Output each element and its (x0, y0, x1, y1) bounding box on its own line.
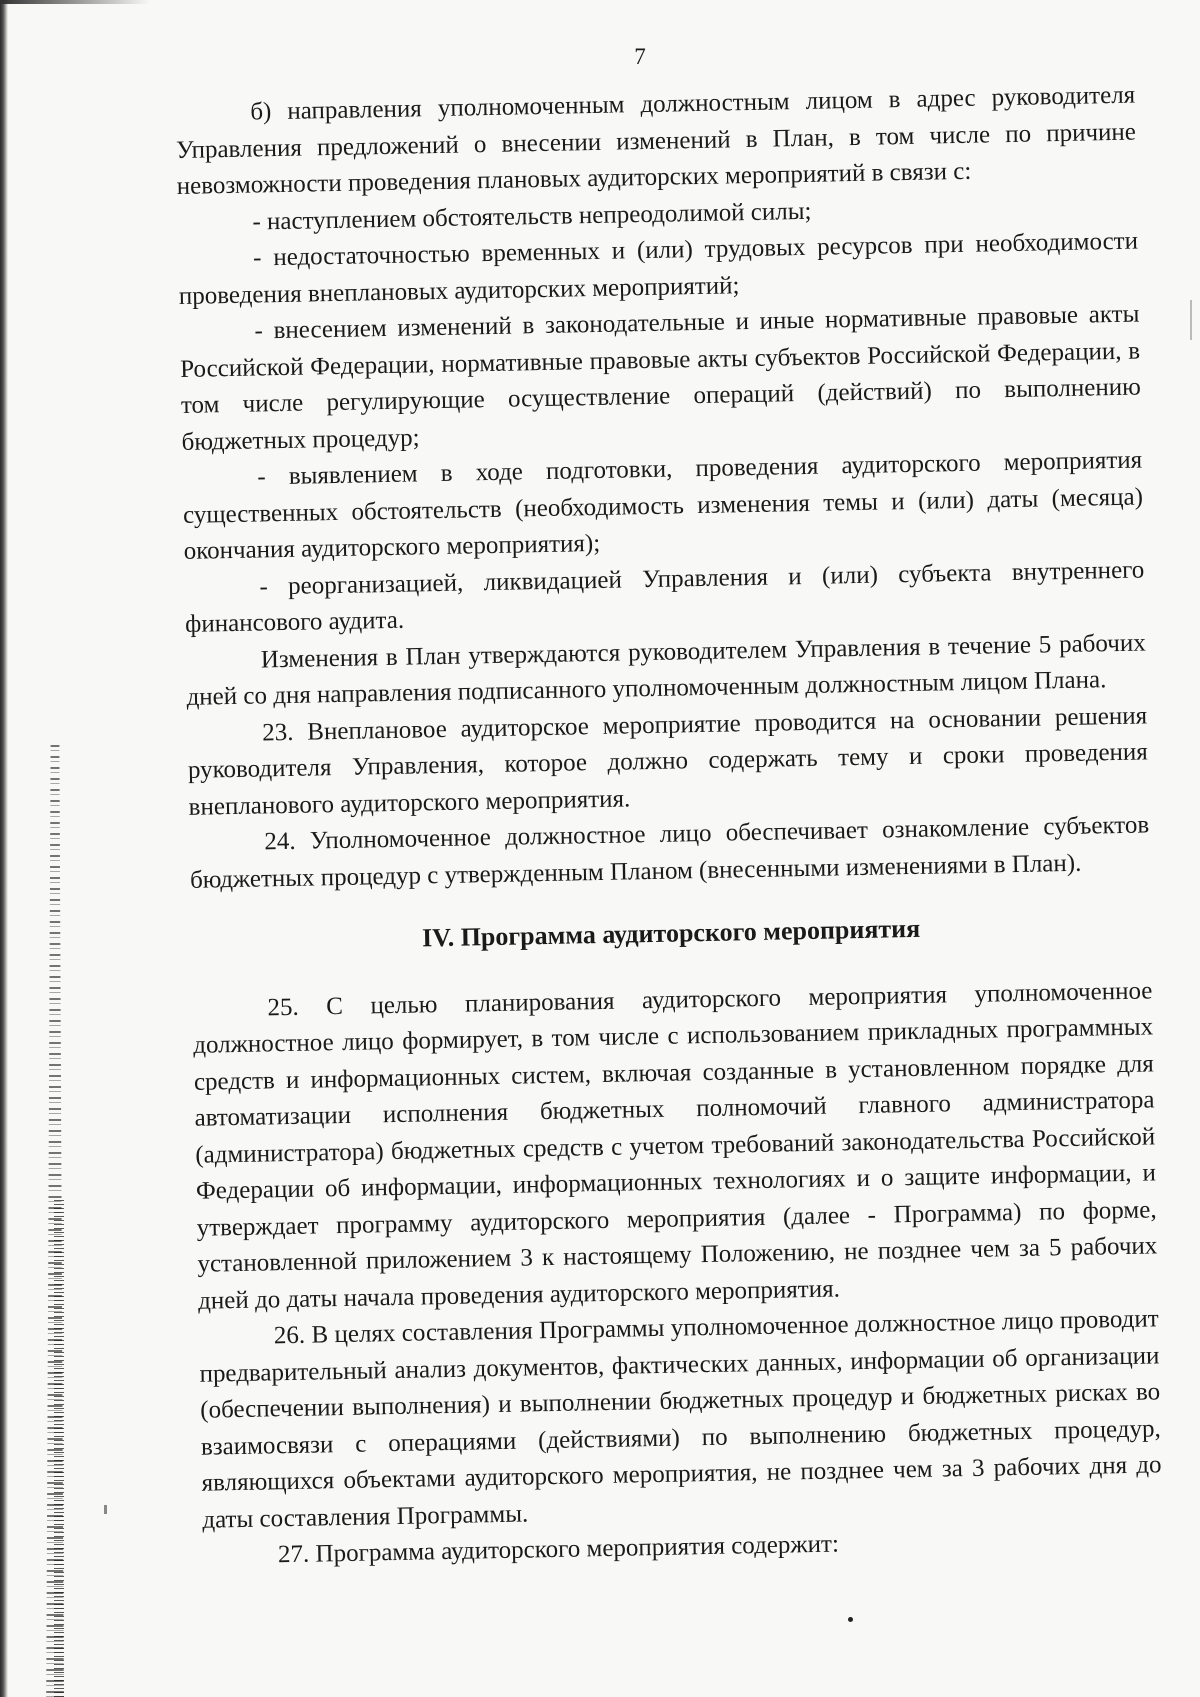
paragraph-b: б) направления уполномоченным должностным лицом в адрес руководителя Управления предложений о внесении изменений в План, в том числе по причине невозможности проведения плановых аудиторских мероприятий в связи с: (175, 81, 1137, 200)
list-item-force-majeure: - наступлением обстоятельств непреодолимой силы; (252, 197, 812, 236)
edge-mark (1190, 300, 1192, 340)
paragraph-plan-changes: Изменения в План утверждаются руководителем Управления в течение 5 рабочих дней со дня направления подписанного уполномоченным должностным лицом Плана. (186, 628, 1146, 711)
paragraph-23: 23. Внеплановое аудиторское мероприятие проводится на основании решения руководителя Управления, которое должно содержать тему и сроки проведения внепланового аудиторского мероприятия. (187, 701, 1149, 821)
list-item-legislation: - внесением изменений в законодательные и иные нормативные правовые акты Российской Федерации, нормативные правовые акты субъектов Российской Федерации, в том числе регулирующие осуществление операций (действий) по выполнению бюджетных процедур; (179, 300, 1142, 456)
list-item-reorganization: - реорганизацией, ликвидацией Управления и (или) субъекта внутреннего финансового аудита. (184, 555, 1145, 638)
list-item-resources: - недостаточностью временных и (или) трудовых ресурсов при необходимости проведения внеплановых аудиторских мероприятий; (178, 227, 1139, 310)
binding-strip-lower (54, 1200, 64, 1697)
document-body (175, 78, 1163, 1576)
list-item-circumstances: - выявлением в ходе подготовки, проведения аудиторского мероприятия существенных обстоятельств (необходимость изменения темы и (или) даты (месяца) окончания аудиторского мероприятия); (182, 446, 1144, 565)
page-number: 7 (634, 44, 646, 69)
scan-speck (848, 1617, 853, 1622)
section-title: IV. Программа аудиторского мероприятия (421, 913, 921, 953)
scan-shadow-left (0, 0, 8, 1697)
paragraph-24: 24. Уполномоченное должностное лицо обеспечивает ознакомление субъектов бюджетных процедур с утвержденным Планом (внесенными изменениями в План). (189, 811, 1150, 894)
paragraph-25: 25. С целью планирования аудиторского мероприятия уполномоченное должностное лицо формирует, в том числе с использованием прикладных программных средств и информационных систем, включая созданные в установленном порядке для автоматизации исполнения бюджетных полномочий главного администратора (администратора) бюджетных средств с учетом требований законодательства Российской Федерации об информации, информационных технологиях и о защите информации, и утверждает программу аудиторского мероприятия (далее - Программа) по форме, установленной приложением 3 к настоящему Положению, не позднее чем за 5 рабочих дней до даты начала проведения аудиторского мероприятия. (192, 976, 1158, 1315)
scan-shadow-top (0, 0, 150, 4)
paragraph-26: 26. В целях составления Программы уполномоченное должностное лицо проводит предварительный анализ документов, фактических данных, информации об организации (обеспечении выполнения) и выполнении бюджетных процедур и бюджетных рисках во взаимосвязи с операциями (действиями) по выполнению бюджетных процедур, являющихся объектами аудиторского мероприятия, не позднее чем за 3 рабочих дня до даты составления Программы. (199, 1305, 1162, 1534)
paragraph-27: 27. Программа аудиторского мероприятия содержит: (277, 1530, 840, 1569)
scan-speck (104, 1505, 107, 1514)
